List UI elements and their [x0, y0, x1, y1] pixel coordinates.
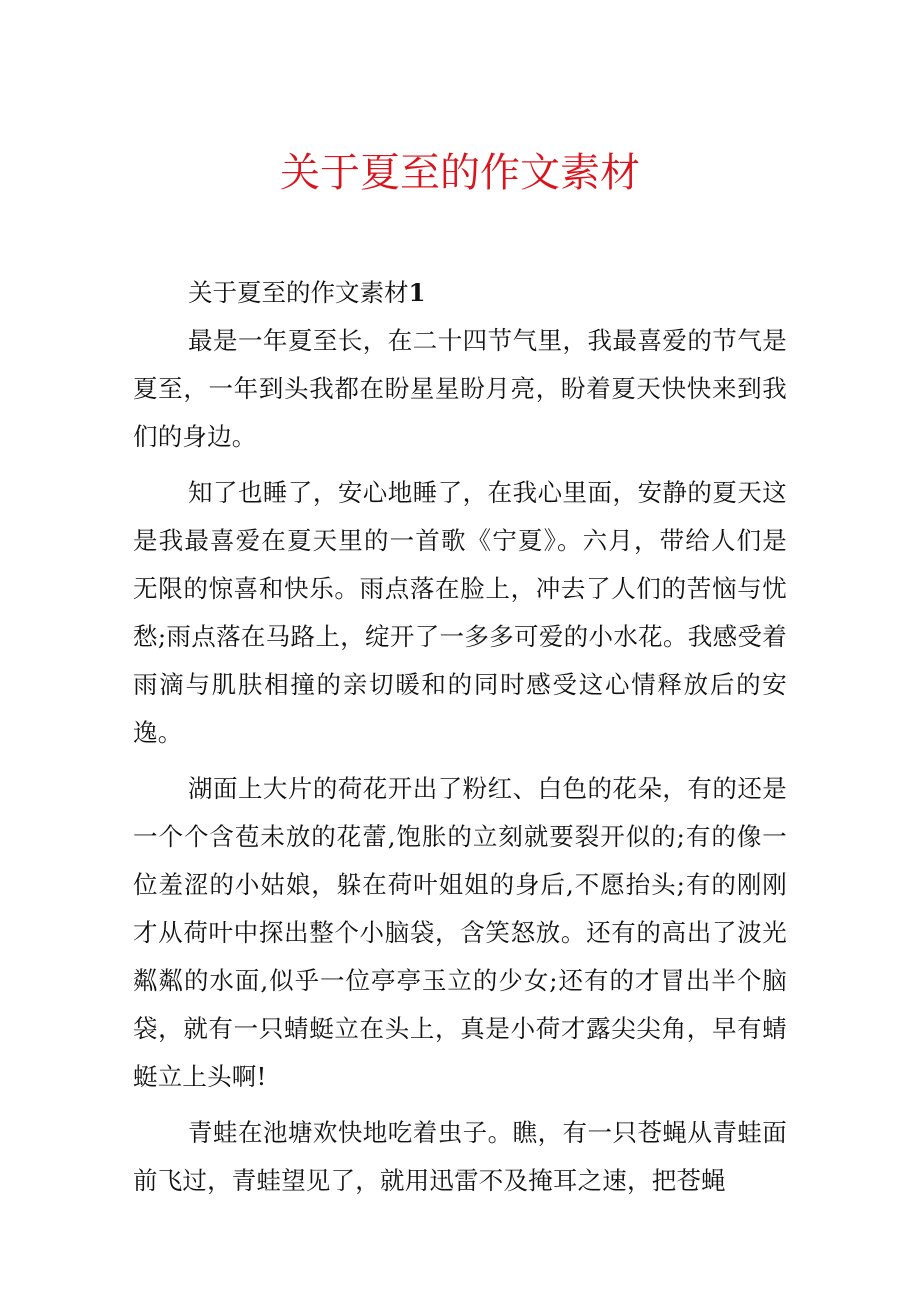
- paragraph-3: 湖面上大片的荷花开出了粉红、白色的花朵，有的还是一个个含苞未放的花蕾,饱胀的立刻就要裂开似的;有的像一位羞涩的小姑娘，躲在荷叶姐姐的身后,不愿抬头;有的刚刚才从荷叶中探出整个小脑袋，含笑怒放。还有的高出了波光粼粼的水面,似乎一位亭亭玉立的少女;还有的才冒出半个脑袋，就有一只蜻蜓立在头上，真是小荷才露尖尖角，早有蜻蜓立上头啊!: [133, 774, 787, 1091]
- paragraph-1: 最是一年夏至长，在二十四节气里，我最喜爱的节气是夏至，一年到头我都在盼星星盼月亮，盼着夏天快快来到我们的身边。: [133, 326, 787, 451]
- section-heading-number: 1: [408, 278, 426, 307]
- paragraph-4: 青蛙在池塘欢快地吃着虫子。瞧，有一只苍蝇从青蛙面前飞过，青蛙望见了，就用迅雷不及掩耳之速，把苍蝇: [133, 1118, 787, 1195]
- paragraph-2: 知了也睡了，安心地睡了，在我心里面，安静的夏天这是我最喜爱在夏天里的一首歌《宁夏》。六月，带给人们是无限的惊喜和快乐。雨点落在脸上，冲去了人们的苦恼与忧愁;雨点落在马路上，绽开了一多多可爱的小水花。我感受着雨滴与肌肤相撞的亲切暖和的同时感受这心情释放后的安逸。: [133, 478, 787, 747]
- section-heading-text: 关于夏至的作文素材: [188, 278, 409, 307]
- section-heading: [133, 269, 787, 317]
- document-title: 关于夏至的作文素材: [280, 150, 640, 196]
